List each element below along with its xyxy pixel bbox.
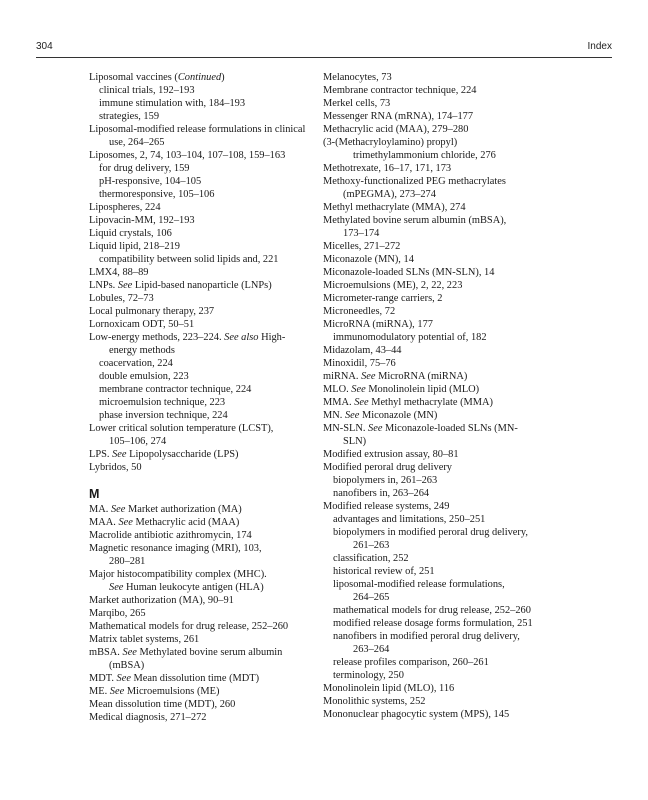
index-entry: Melanocytes, 73 (323, 72, 392, 83)
index-subentry: mathematical models for drug release, 252–260 (333, 605, 531, 616)
index-entry: Matrix tablet systems, 261 (89, 634, 200, 645)
index-entry (323, 370, 551, 383)
entry-text: Lipid-based nanoparticle (LNPs) (132, 280, 272, 291)
entry-text: MDT. (89, 673, 117, 684)
index-entry (323, 422, 551, 435)
index-entry: Lower critical solution temperature (LCST), (89, 423, 274, 434)
index-entry (89, 448, 317, 461)
index-subentry: nanofibers in modified peroral drug delivery, (333, 631, 520, 642)
entry-text: MA. (89, 504, 111, 515)
index-entry: Local pulmonary therapy, 237 (89, 306, 215, 317)
index-entry: Miconazole (MN), 14 (323, 254, 414, 265)
index-entry: Macrolide antibiotic azithromycin, 174 (89, 530, 252, 541)
index-subentry: historical review of, 251 (333, 566, 435, 577)
cross-reference-label: See (354, 397, 369, 408)
entry-text: MMA. (323, 397, 355, 408)
index-entry: Midazolam, 43–44 (323, 345, 402, 356)
index-entry: Membrane contractor technique, 224 (323, 85, 477, 96)
entry-text: Methyl methacrylate (MMA) (368, 397, 493, 408)
entry-text: MN-SLN. (323, 423, 369, 434)
index-entry-continuation: 280–281 (109, 556, 146, 567)
index-entry (89, 279, 317, 292)
entry-text: MAA. (89, 517, 119, 528)
entry-text: miRNA. (323, 371, 362, 382)
index-subentry: classification, 252 (333, 553, 409, 564)
entry-text: Methylated bovine serum albumin (136, 647, 283, 658)
index-entry-continuation: trimethylammonium chloride, 276 (353, 150, 496, 161)
index-entry: Lobules, 72–73 (89, 293, 154, 304)
index-entry: Lipospheres, 224 (89, 202, 161, 213)
index-entry-continuation (89, 581, 317, 594)
index-entry (89, 646, 317, 659)
cross-reference-label: See (118, 517, 133, 528)
cross-reference-label: See (109, 686, 125, 697)
index-entry (89, 331, 317, 344)
index-entry: LMX4, 88–89 (89, 267, 149, 278)
index-subentry: compatibility between solid lipids and, 221 (99, 254, 279, 265)
cross-reference-label: See (109, 582, 124, 593)
section-letter: M (89, 487, 100, 501)
cross-reference-label: See (117, 280, 133, 291)
index-entry: Market authorization (MA), 90–91 (89, 595, 234, 606)
index-subentry: phase inversion technique, 224 (99, 410, 228, 421)
cross-reference-label: See (361, 371, 376, 382)
entry-text: Microemulsions (ME) (124, 686, 220, 697)
index-entry: Modified release systems, 249 (323, 501, 450, 512)
index-entry: Methacrylic acid (MAA), 279–280 (323, 124, 469, 135)
index-entry: Microemulsions (ME), 2, 22, 223 (323, 280, 463, 291)
index-entry-continuation: 105–106, 274 (109, 436, 167, 447)
index-entry: Marqibo, 265 (89, 608, 146, 619)
index-entry (89, 672, 317, 685)
entry-text: MN. (323, 410, 345, 421)
entry-text: MicroRNA (miRNA) (375, 371, 468, 382)
index-entry: Methotrexate, 16–17, 171, 173 (323, 163, 452, 174)
cross-reference-label: See (110, 504, 126, 515)
index-entry: Lornoxicam ODT, 50–51 (89, 319, 195, 330)
index-subentry: nanofibers in, 263–264 (333, 488, 430, 499)
index-entry: Major histocompatibility complex (MHC). (89, 569, 267, 580)
index-entry: Minoxidil, 75–76 (323, 358, 396, 369)
index-entry: Mathematical models for drug release, 252–260 (89, 621, 289, 632)
index-entry-continuation: (mPEGMA), 273–274 (343, 189, 436, 200)
running-head: Index (587, 41, 612, 52)
index-entry: Liquid crystals, 106 (89, 228, 172, 239)
header-rule (36, 57, 612, 58)
index-subentry: coacervation, 224 (99, 358, 173, 369)
index-entry: Miconazole-loaded SLNs (MN-SLN), 14 (323, 267, 495, 278)
index-entry: Liposomes, 2, 74, 103–104, 107–108, 159–163 (89, 150, 286, 161)
entry-text: mBSA. (89, 647, 123, 658)
index-entry: Methoxy-functionalized PEG methacrylates (323, 176, 506, 187)
index-subentry: for drug delivery, 159 (99, 163, 190, 174)
index-entry (89, 516, 317, 529)
page-number: 304 (36, 41, 53, 52)
index-entry (323, 396, 551, 409)
index-entry: Monolinolein lipid (MLO), 116 (323, 683, 455, 694)
index-entry: Merkel cells, 73 (323, 98, 391, 109)
index-entry: Liquid lipid, 218–219 (89, 241, 180, 252)
cross-reference-label: See (122, 647, 137, 658)
index-entry: Liposomal-modified release formulations in clinical (89, 124, 306, 135)
left-index-column (89, 71, 317, 724)
entry-text: Lipopolysaccharide (LPS) (126, 449, 239, 460)
index-subentry: liposomal-modified release formulations, (333, 579, 505, 590)
index-entry-continuation: energy methods (109, 345, 175, 356)
index-entry: Mononuclear phagocytic system (MPS), 145 (323, 709, 510, 720)
index-subentry: clinical trials, 192–193 (99, 85, 195, 96)
index-subentry: double emulsion, 223 (99, 371, 189, 382)
index-entry-continuation: 263–264 (353, 644, 390, 655)
page-header (0, 0, 648, 60)
index-entry (323, 409, 551, 422)
index-entry: MicroRNA (miRNA), 177 (323, 319, 433, 330)
index-subentry: release profiles comparison, 260–261 (333, 657, 489, 668)
index-entry (89, 685, 317, 698)
index-entry-continuation: 261–263 (353, 540, 390, 551)
index-subentry: biopolymers in, 261–263 (333, 475, 438, 486)
entry-text: MLO. (323, 384, 352, 395)
cross-reference-label: Continued (177, 72, 222, 83)
index-entry: (3-(Methacryloylamino) propyl) (323, 137, 458, 148)
index-subentry: thermoresponsive, 105–106 (99, 189, 215, 200)
index-entry: Micelles, 271–272 (323, 241, 401, 252)
index-subentry: immunomodulatory potential of, 182 (333, 332, 487, 343)
index-entry (89, 503, 317, 516)
index-entry: Medical diagnosis, 271–272 (89, 712, 207, 723)
index-entry: Modified peroral drug delivery (323, 462, 452, 473)
index-subentry: terminology, 250 (333, 670, 404, 681)
index-entry (323, 383, 551, 396)
cross-reference-label: See also (224, 332, 259, 343)
entry-text: Monolinolein lipid (MLO) (365, 384, 480, 395)
index-entry: Lybridos, 50 (89, 462, 142, 473)
index-entry: Micrometer-range carriers, 2 (323, 293, 443, 304)
index-entry: Microneedles, 72 (323, 306, 396, 317)
cross-reference-label: See (116, 673, 131, 684)
entry-text: Miconazole (MN) (359, 410, 438, 421)
index-subentry: biopolymers in modified peroral drug delivery, (333, 527, 528, 538)
index-entry (89, 71, 317, 84)
cross-reference-label: See (351, 384, 366, 395)
cross-reference-label: See (368, 423, 383, 434)
index-entry: Methylated bovine serum albumin (mBSA), (323, 215, 507, 226)
index-subentry: membrane contractor technique, 224 (99, 384, 252, 395)
index-subentry: microemulsion technique, 223 (99, 397, 226, 408)
index-entry: Methyl methacrylate (MMA), 274 (323, 202, 466, 213)
index-entry: Monolithic systems, 252 (323, 696, 426, 707)
cross-reference-label: See (112, 449, 127, 460)
entry-text: Human leukocyte antigen (HLA) (123, 582, 264, 593)
entry-text: Low-energy methods, 223–224. (89, 332, 225, 343)
index-entry: Lipovacin-MM, 192–193 (89, 215, 195, 226)
index-entry-continuation: SLN) (343, 436, 367, 447)
index-subentry: strategies, 159 (99, 111, 160, 122)
cross-reference-label: See (344, 410, 360, 421)
index-entry: Magnetic resonance imaging (MRI), 103, (89, 543, 262, 554)
index-entry: Mean dissolution time (MDT), 260 (89, 699, 236, 710)
right-index-column (323, 71, 551, 721)
index-entry-continuation: 264–265 (353, 592, 390, 603)
entry-text: High- (258, 332, 286, 343)
entry-text: Liposomal vaccines ( (89, 72, 178, 83)
index-subentry: advantages and limitations, 250–251 (333, 514, 486, 525)
entry-text: ME. (89, 686, 110, 697)
index-entry: Modified extrusion assay, 80–81 (323, 449, 459, 460)
index-entry-continuation: 173–174 (343, 228, 380, 239)
entry-text: ) (221, 72, 225, 83)
entry-text: Miconazole-loaded SLNs (MN- (382, 423, 518, 434)
entry-text: LNPs. (89, 280, 118, 291)
entry-text: Mean dissolution time (MDT) (130, 673, 260, 684)
index-subentry: pH-responsive, 104–105 (99, 176, 202, 187)
index-subentry: modified release dosage forms formulation, 251 (333, 618, 533, 629)
entry-text: LPS. (89, 449, 113, 460)
index-entry-continuation: (mBSA) (109, 660, 145, 671)
entry-text: Methacrylic acid (MAA) (132, 517, 240, 528)
entry-text: Market authorization (MA) (125, 504, 242, 515)
index-subentry: immune stimulation with, 184–193 (99, 98, 246, 109)
index-entry: Messenger RNA (mRNA), 174–177 (323, 111, 474, 122)
index-entry-continuation: use, 264–265 (109, 137, 165, 148)
